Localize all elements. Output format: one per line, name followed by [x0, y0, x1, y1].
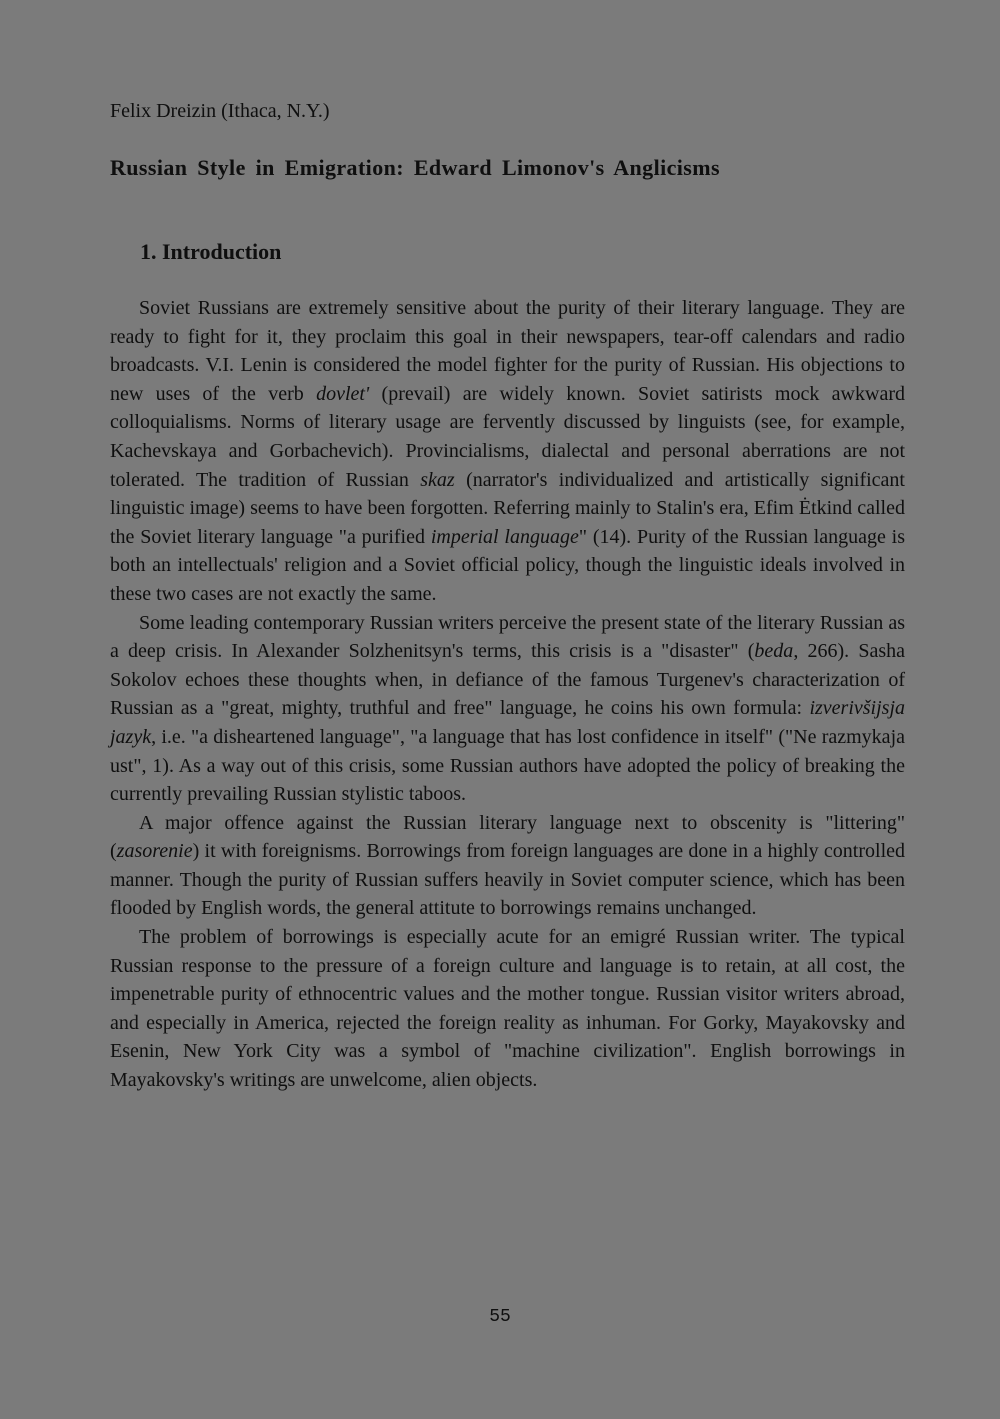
- text-segment: Some leading contemporary Russian writers perceive the present state of the literary Russian as a deep crisis. In Alexander Solzhenitsyn's terms, this crisis is a "disaster" (: [110, 611, 905, 663]
- text-segment: (prevail) are widely known. Soviet satirists mock awkward colloquialisms. Norms of literary usage are fervently discussed by linguists (see, for example, Kachevskaya and Gorbachevich). Provincialisms, dialectal and personal aberrations are not tolerated. The tradition of Russian: [110, 382, 905, 491]
- italic-term: izverivšijsja jazyk: [110, 697, 905, 748]
- body-text: [110, 294, 905, 1095]
- text-segment: A major offence against the Russian literary language next to obscenity is "littering" (: [110, 811, 905, 863]
- text-segment: " (14). Purity of the Russian language is both an intellectuals' religion and a Soviet official policy, though the linguistic ideals involved in these two cases are not exactly the same.: [110, 525, 905, 605]
- italic-term: imperial language: [430, 525, 579, 548]
- italic-term: zasorenie: [116, 840, 193, 863]
- text-segment: ) it with foreignisms. Borrowings from foreign languages are done in a highly controlled manner. Though the purity of Russian suffers heavily in Soviet computer science, which has been flooded by English words, the general attitute to borrowings remains unchanged.: [110, 840, 905, 920]
- paragraph: [110, 294, 905, 609]
- text-segment: , 266). Sasha Sokolov echoes these thoughts when, in defiance of the famous Turgenev's characterization of Russian as a "great, mighty, truthful and free" language, he coins his own formula:: [110, 640, 905, 720]
- italic-term: skaz: [420, 468, 455, 491]
- text-segment: The problem of borrowings is especially acute for an emigré Russian writer. The typical Russian response to the pressure of a foreign culture and language is to retain, at all cost, the impenetrable purity of ethnocentric values and the mother tongue. Russian visitor writers abroad, and especially in America, rejected the foreign reality as inhuman. For Gorky, Mayakovsky and Esenin, New York City was a symbol of "machine civilization". English borrowings in Mayakovsky's writings are unwelcome, alien objects.: [110, 926, 905, 1092]
- author-line: Felix Dreizin (Ithaca, N.Y.): [110, 100, 330, 122]
- italic-term: dovlet': [316, 382, 370, 405]
- article-title: Russian Style in Emigration: Edward Limonov's Anglicisms: [110, 155, 720, 180]
- paragraph: [110, 609, 905, 809]
- section-heading: 1. Introduction: [140, 239, 282, 264]
- paragraph: [110, 923, 905, 1095]
- paragraph: [110, 809, 905, 923]
- text-segment: (narrator's individualized and artistically significant linguistic image) seems to have been forgotten. Referring mainly to Stalin's era, Efim Ėtkind called the Soviet literary language "a purified: [110, 468, 905, 548]
- italic-term: beda: [754, 640, 794, 663]
- text-segment: Soviet Russians are extremely sensitive about the purity of their literary language. They are ready to fight for it, they proclaim this goal in their newspapers, tear-off calendars and radio broadcasts. V.I. Lenin is considered the model fighter for the purity of Russian. His objections to new uses of the verb: [110, 297, 905, 405]
- text-segment: , i.e. "a disheartened language", "a language that has lost confidence in itself" ("Ne razmykaja ust", 1). As a way out of this crisis, some Russian authors have adopted the policy of breaking the currently prevailing Russian stylistic taboos.: [110, 725, 905, 806]
- page-number: 55: [489, 1307, 511, 1327]
